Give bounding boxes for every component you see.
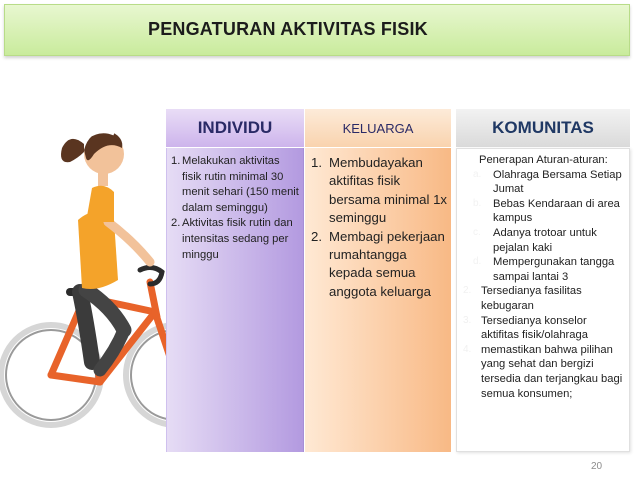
column-header-komunitas: KOMUNITAS <box>456 109 630 147</box>
sub-list-item <box>463 226 625 255</box>
list-text: Melakukan aktivitas fisik rutin minimal 30 menit sehari (150 menit dalam seminggu) <box>182 155 299 214</box>
keluarga-panel <box>305 148 451 452</box>
slide-title: PENGATURAN AKTIVITAS FISIK <box>148 19 428 39</box>
column-header-keluarga: KELUARGA <box>305 109 451 147</box>
list-text: Tersedianya fasilitas kebugaran <box>481 285 582 312</box>
handlebar <box>140 267 162 284</box>
list-number: 2. <box>463 285 472 297</box>
column-header-individu: INDIVIDU <box>166 109 304 147</box>
list-number: 4. <box>463 343 472 355</box>
list-text: Membudayakan aktifitas fisik bersama minimal 1x seminggu <box>329 155 447 226</box>
list-item <box>463 343 625 401</box>
list-text: Aktivitas fisik rutin dan intensitas sedang per minggu <box>182 217 293 261</box>
bicycle-frame <box>51 282 176 382</box>
komunitas-panel <box>456 148 630 452</box>
list-item <box>171 216 299 263</box>
list-number: 2. <box>171 217 181 230</box>
list-item <box>311 154 447 228</box>
komunitas-intro: Penerapan Aturan-aturan: <box>479 154 608 166</box>
list-number: 1. <box>311 155 322 170</box>
list-text: memastikan bahwa pilihan yang sehat dan bergizi tersedia dan terjangkau bagi semua konsumen; <box>481 343 623 400</box>
list-text: Tersedianya konselor aktifitas fisik/olahraga <box>481 314 588 342</box>
list-item <box>463 314 625 343</box>
list-item <box>171 154 299 216</box>
sub-list-item <box>463 255 625 284</box>
list-text: Membagi pekerjaan rumahtangga kepada semua anggota keluarga <box>329 228 445 299</box>
sub-list-marker: d. <box>473 256 482 268</box>
list-item <box>311 228 447 302</box>
list-number: 2. <box>311 228 322 244</box>
page-number: 20 <box>591 461 603 472</box>
list-number: 3. <box>463 314 472 326</box>
sub-list-text: Mempergunakan tangga sampai lantai 3 <box>493 256 615 283</box>
individu-panel <box>166 148 304 452</box>
sub-list-marker: c. <box>473 226 481 238</box>
list-number: 1. <box>171 155 181 167</box>
title-banner <box>4 4 630 56</box>
sub-list-item <box>463 197 625 226</box>
sub-list-marker: b. <box>473 197 482 209</box>
list-item <box>463 284 625 313</box>
sub-list-item <box>463 168 625 197</box>
sub-list-marker: a. <box>473 168 482 180</box>
sub-list-text: Bebas Kendaraan di area kampus <box>493 197 620 225</box>
sub-list-text: Olahraga Bersama Setiap Jumat <box>493 168 622 196</box>
sub-list-text: Adanya trotoar untuk pejalan kaki <box>493 226 597 254</box>
rider-leg <box>80 292 92 362</box>
